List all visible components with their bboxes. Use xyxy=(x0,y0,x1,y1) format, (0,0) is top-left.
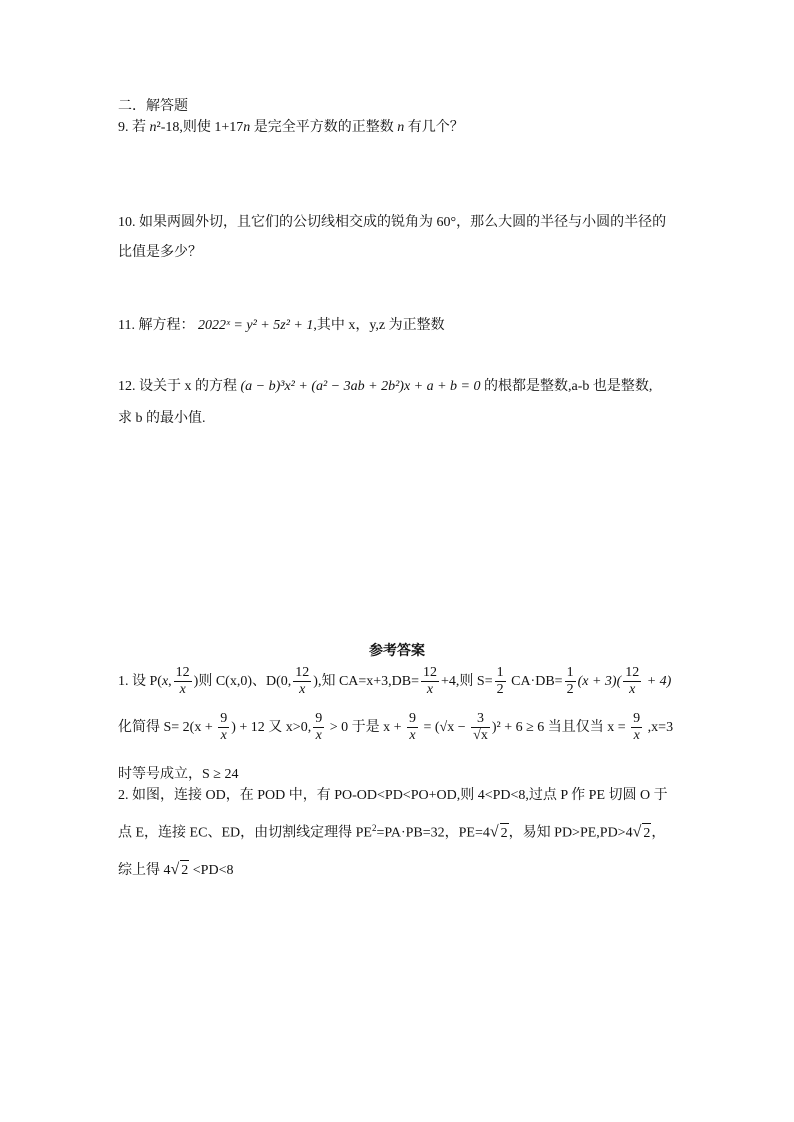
section-heading: 二．解答题 xyxy=(118,99,188,114)
q9-var-n: n xyxy=(149,120,157,135)
q9-text-b: ²-18,则使 1+17 xyxy=(156,120,244,135)
question-12-line2: 求 b 的最小值. xyxy=(118,411,206,426)
answers-title: 参考答案 xyxy=(369,643,425,659)
fraction-12-over-x-4: $\frac{12}{x}$ xyxy=(625,665,640,698)
a2-l2-b: =PA·PB=32，PE=4 xyxy=(376,825,490,841)
a1-text-6: (x + 3)( xyxy=(577,674,622,689)
a2-superscript: 2 xyxy=(371,823,377,833)
sqrt-symbol-3: √ xyxy=(170,861,180,878)
fraction-1-over-2-2: $\frac{1}{2}$ xyxy=(566,665,574,698)
a1-text-7: + 4) xyxy=(643,674,672,689)
a1-text-4: +4,则 S= xyxy=(441,674,493,689)
q12-equation: (a − b)³x² + (a² − 3ab + 2b²)x + a + b = 0 xyxy=(240,379,481,394)
answer-2-line1: 2. 如图，连接 OD，在 POD 中，有 PO-OD<PD<PO+OD,则 4<PD<8,过点 P 作 PE 切圆 O 于 xyxy=(118,788,668,803)
fraction-9-over-x-4: $\frac{9}{x}$ xyxy=(633,711,641,744)
question-10-line1: 10. 如果两圆外切，且它们的公切线相交成的锐角为 60°，那么大圆的半径与小圆的半径的 xyxy=(118,215,667,230)
q11-label: 11. 解方程： xyxy=(118,318,195,333)
a1-l2-e: )² + 6 ≥ 6 当且仅当 x = xyxy=(491,720,630,735)
sqrt-symbol-2: √ xyxy=(632,823,642,841)
answer-2-line3 xyxy=(118,860,233,881)
a1-l2-b: ) + 12 又 x>0, xyxy=(231,720,312,735)
fraction-12-over-x-2: $\frac{12}{x}$ xyxy=(295,665,310,698)
question-10-line2: 比值是多少？ xyxy=(118,245,202,260)
a1-l2-a: 化简得 S= 2(x + xyxy=(118,720,217,735)
q9-var-n-2: n xyxy=(243,120,251,135)
question-12-line1 xyxy=(118,377,652,397)
a1-text-3: ),知 CA=x+3,DB= xyxy=(313,674,420,689)
fraction-3-over-sqrt-x: $\frac{3}{√x}$ xyxy=(473,711,488,744)
answer-2-line2 xyxy=(118,818,665,844)
q11-condition: ,其中 x，y,z 为正整数 xyxy=(313,318,445,333)
sqrt-symbol: √ xyxy=(489,823,499,841)
a2-l2-c: ，易知 PD>PE,PD>4 xyxy=(508,825,633,841)
q12-text-b: 的根都是整数,a-b 也是整数, xyxy=(480,379,653,394)
a2-l2-a: 点 E，连接 EC、ED，由切割线定理得 PE xyxy=(118,825,372,841)
q9-text-a: 若 xyxy=(132,120,150,135)
q12-text-a: 12. 设关于 x 的方程 xyxy=(118,379,237,394)
a1-l2-c: > 0 于是 x + xyxy=(326,720,405,735)
a1-l2-f: ,x=3 xyxy=(644,720,674,735)
fraction-9-over-x-3: $\frac{9}{x}$ xyxy=(409,711,416,744)
a2-l3-b: <PD<8 xyxy=(189,863,234,878)
q9-text-d: 有几个？ xyxy=(404,120,464,135)
fraction-9-over-x-2: $\frac{9}{x}$ xyxy=(315,711,323,744)
a2-l2-d: ， xyxy=(651,825,666,841)
question-11 xyxy=(118,316,445,336)
sqrt-2-c: 2 xyxy=(180,860,189,881)
q9-number: 9. xyxy=(118,120,129,135)
q9-var-n-3: n xyxy=(397,120,405,135)
fraction-1-over-2: $\frac{1}{2}$ xyxy=(496,665,504,698)
a1-var-x: x xyxy=(161,674,169,689)
a1-text-1: 1. 设 P( xyxy=(118,674,162,689)
a2-l3-a: 综上得 4 xyxy=(118,863,171,878)
fraction-12-over-x: $\frac{12}{x}$ xyxy=(175,665,190,698)
fraction-12-over-x-3: $\frac{12}{x}$ xyxy=(423,665,438,698)
a1-text-5: CA·DB= xyxy=(507,674,563,689)
q9-text-c: 是完全平方数的正整数 xyxy=(250,120,398,135)
a1-text-2: )则 C(x,0)、D(0, xyxy=(193,674,292,689)
sqrt-2: 2 xyxy=(500,823,509,844)
q11-equation: 2022ˣ = y² + 5z² + 1 xyxy=(197,318,314,333)
sqrt-2-b: 2 xyxy=(642,823,651,844)
question-9 xyxy=(118,118,464,138)
answer-1-line2 xyxy=(118,710,673,746)
answer-1-line1: 1. 设 P(x, $\frac{12}{x}$ )则 C(x,0)、D(0, $\frac{12}{x}$ ),知 CA=x+3,DB= $\frac{12}{x}$ +4,则 S= $\frac{1}{2}$ CA·DB= $\frac{1}{2}$ (x + 3)( $\frac{12}{x}$ + 4) xyxy=(118,665,672,698)
answer-1-line3: 时等号成立，S ≥ 24 xyxy=(118,767,239,782)
a1-l2-d: = (√x − xyxy=(420,720,470,735)
fraction-9-over-x: $\frac{9}{x}$ xyxy=(220,711,228,744)
